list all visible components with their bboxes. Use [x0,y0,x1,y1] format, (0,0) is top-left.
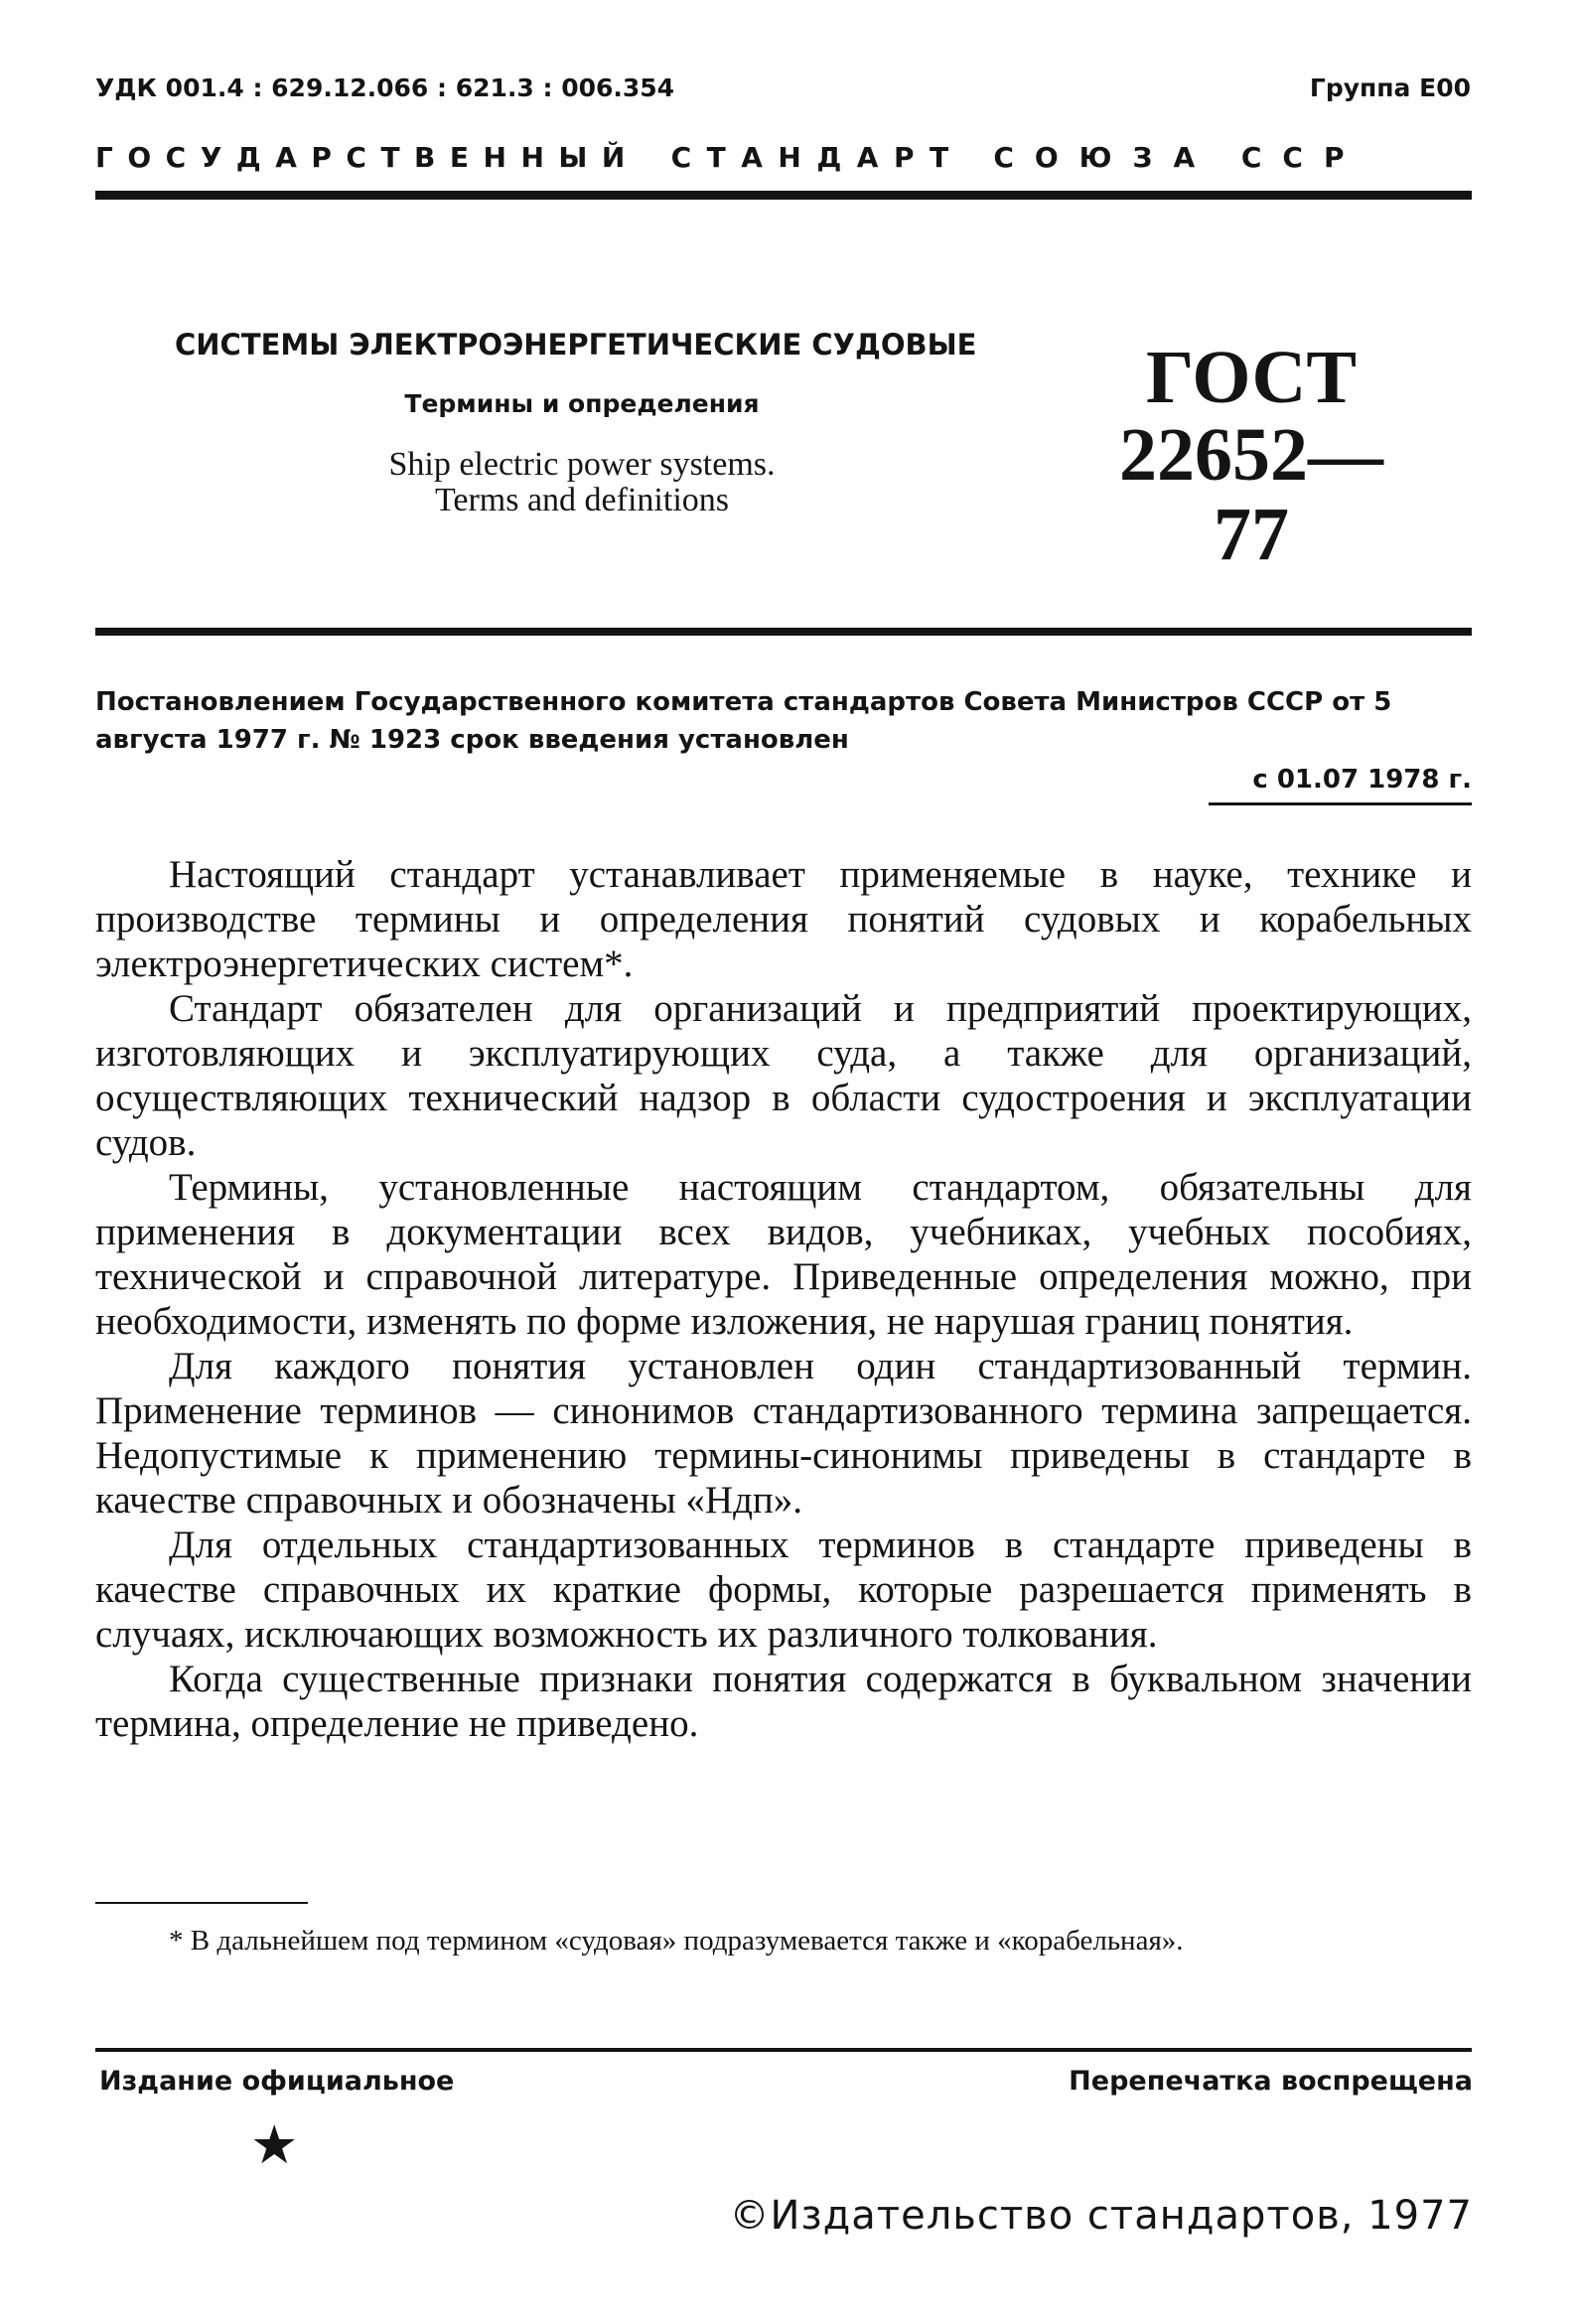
state-standard-word-2: СТАНДАРТ [670,141,964,174]
footnote-rule [95,1902,308,1904]
effective-date: с 01.07 1978 г. [1252,765,1472,795]
reprint-prohibited-label: Перепечатка воспрещена [1069,2066,1473,2097]
star-icon: ★ [250,2113,299,2176]
english-title [175,447,989,518]
gost-label: ГОСТ [1145,336,1358,419]
document-subtitle: Термины и определения [404,389,760,418]
document-title: СИСТЕМЫ ЭЛЕКТРОЭНЕРГЕТИЧЕСКИЕ СУДОВЫЕ [175,328,977,362]
body-paragraph: Для каждого понятия установлен один стандартизованный термин. Применение терминов — синонимов стандартизованного термина запрещается. Недопустимые к применению термины-синонимы приведены в стандарте в качестве справочных и обозначены «Ндп». [95,1345,1472,1522]
title-thick-rule [95,628,1472,636]
effective-date-underline [1209,802,1472,805]
official-edition-label: Издание официальное [99,2066,455,2097]
english-title-line-1: Ship electric power systems. [388,446,776,483]
body-paragraph: Настоящий стандарт устанавливает применяемые в науке, технике и производстве термины и определения понятий судовых и корабельных электроэнергетических систем*. [95,853,1472,985]
header-thick-rule [95,191,1472,200]
body-paragraph: Термины, установленные настоящим стандартом, обязательны для применения в документации всех видов, учебниках, учебных пособиях, технической и справочной литературе. Приведенные определения можно, при необходимости, изменять по форме изложения, не нарушая границ понятия. [95,1166,1472,1343]
body-paragraph: Когда существенные признаки понятия содержатся в буквальном значении термина, определение не приведено. [95,1658,1472,1745]
state-standard-heading [95,141,1472,174]
body-text [95,852,1472,1746]
english-title-line-2: Terms and definitions [434,482,729,518]
udk-code: УДК 001.4 : 629.12.066 : 621.3 : 006.354 [95,73,675,102]
group-code: Группа Е00 [1309,73,1471,102]
state-standard-word-1: ГОСУДАРСТВЕННЫЙ [95,141,640,174]
body-paragraph: Стандарт обязателен для организаций и предприятий проектирующих, изготовляющих и эксплуатирующих суда, а также для организаций, осуществляющих технический надзор в области судостроения и эксплуатации судов. [95,987,1472,1164]
gost-number: 22652—77 [1119,413,1383,576]
body-paragraph: Для отдельных стандартизованных терминов в стандарте приведены в качестве справочных их краткие формы, которые разрешается применять в случаях, исключающих возможность их различного толкования. [95,1524,1472,1656]
state-standard-word-3: СОЮЗА [993,141,1217,174]
footer-rule [95,2048,1472,2052]
footnote: * В дальнейшем под термином «судовая» подразумевается также и «корабельная». [169,1925,1184,1957]
state-standard-word-4: ССР [1240,141,1365,174]
publisher-copyright: ©Издательство стандартов, 1977 [729,2193,1473,2239]
decree-text: Постановлением Государственного комитета стандартов Совета Министров СССР от 5 августа 1977 г. № 1923 срок введения установлен [95,687,1392,755]
